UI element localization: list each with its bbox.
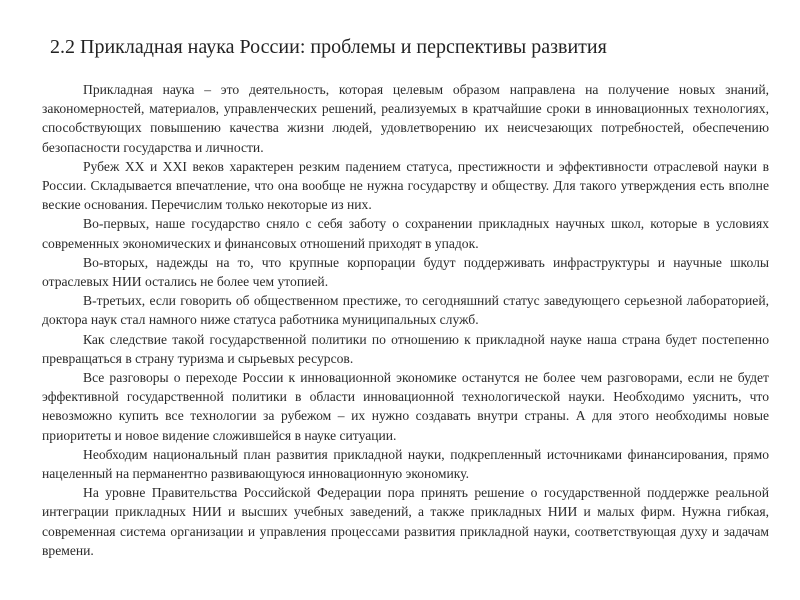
document-body — [42, 80, 769, 560]
paragraph-government-support: На уровне Правительства Российской Федерации пора принять решение о государственной поддержке реальной интеграции прикладных НИИ и высших учебных заведений, а также прикладных НИИ и малых фирм. Нужна гибкая, современная система организации и управления процессами развития прикладной науки, соответствующая духу и задачам времени. — [42, 485, 769, 558]
paragraph-innovation-economy: Все разговоры о переходе России к инновационной экономике останутся не более чем разговорами, если не будет эффективной государственной политики в области инновационной технологической науки. Необходимо уяснить, что невозможно купить все технологии за рубежом – их нужно создавать внутри страны. А для этого необходимы новые приоритеты и новое видение сложившейся в науке ситуации. — [42, 370, 769, 443]
paragraph-first-reason: Во-первых, наше государство сняло с себя заботу о сохранении прикладных научных школ, которые в условиях современных экономических и финансовых отношений приходят в упадок. — [42, 216, 769, 251]
paragraph-second-reason: Во-вторых, надежды на то, что крупные корпорации будут поддерживать инфраструктуры и научные школы отраслевых НИИ остались не более чем утопией. — [42, 254, 769, 290]
paragraph-national-plan: Необходим национальный план развития прикладной науки, подкрепленный источниками финансирования, прямо нацеленный на перманентно развивающуюся инновационную экономику. — [42, 446, 769, 482]
page-title: 2.2 Прикладная наука России: проблемы и перспективы развития — [50, 36, 607, 58]
paragraph-status-decline: Рубеж XX и XXI веков характерен резким падением статуса, престижности и эффективности отраслевой науки в России. Складывается впечатление, что она вообще не нужна государству и обществу. Для такого утверждения есть вполне веские основания. Перечислим только некоторые из них. — [42, 158, 769, 213]
paragraph-consequence: Как следствие такой государственной политики по отношению к прикладной науке наша страна будет постепенно превращаться в страну туризма и сырьевых ресурсов. — [42, 331, 769, 366]
paragraph-third-reason: В-третьих, если говорить об общественном престиже, то сегодняшний статус заведующего серьезной лабораторией, доктора наук стал намного ниже статуса работника муниципальных служб. — [42, 293, 769, 328]
paragraph-definition: Прикладная наука – это деятельность, которая целевым образом направлена на получение новых знаний, закономерностей, материалов, управленческих решений, реализуемых в кратчайшие сроки в инновационных технологиях, способствующих повышению качества жизни людей, удовлетворению их неисчезающих потребностей, обеспечению безопасности государства и личности. — [42, 82, 769, 155]
